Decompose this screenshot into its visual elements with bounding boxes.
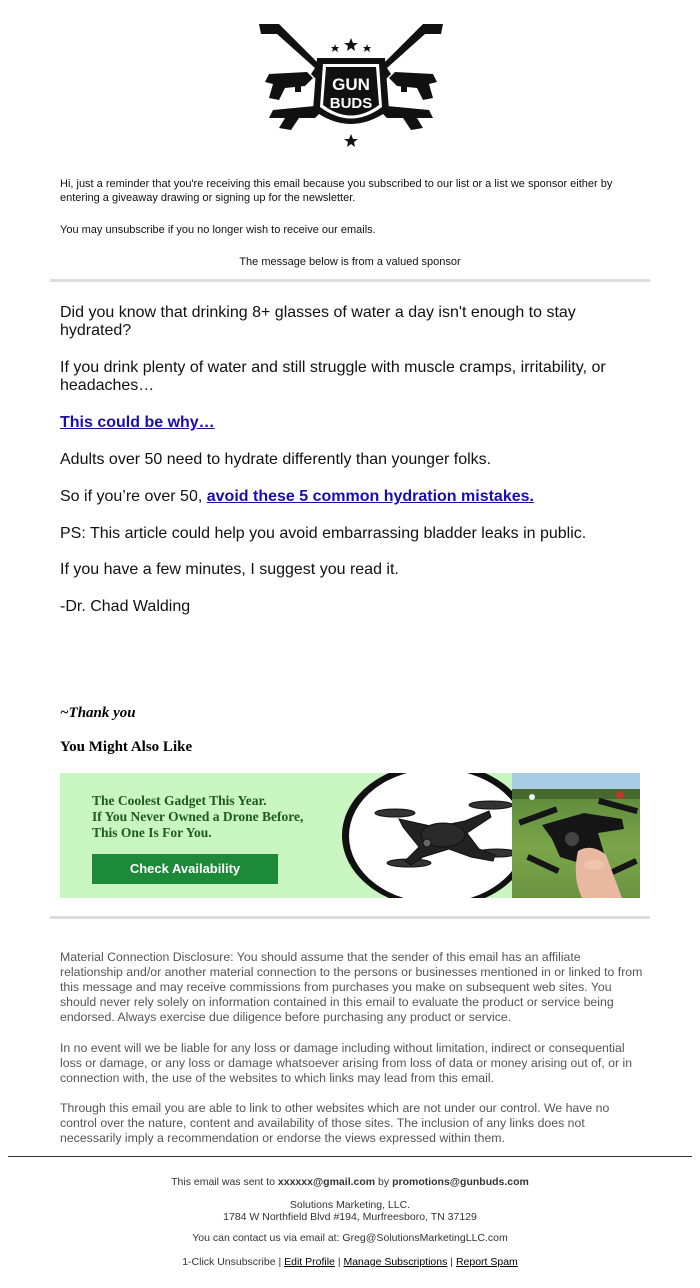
- drone-ad-banner[interactable]: [60, 773, 640, 898]
- manage-subscriptions-link[interactable]: Manage Subscriptions: [343, 1256, 448, 1268]
- company-name: Solutions Marketing, LLC.: [289, 1199, 411, 1211]
- message-p3: Adults over 50 need to hydrate differently than younger folks.: [60, 451, 492, 468]
- logo-text-line2: BUDS: [329, 95, 373, 112]
- edit-profile-link[interactable]: Edit Profile: [284, 1256, 335, 1268]
- check-availability-button[interactable]: Check Availability: [92, 854, 278, 884]
- disclosure-p3: Through this email you are able to link to other websites which are not under our control. We have no control over the nature, content and availability of those sites. The inclusion of any links does not necessarily imply a recommendation or endorse the views expressed within them.: [60, 1101, 610, 1145]
- divider-middle: [50, 916, 650, 919]
- banner-headline-line1: The Coolest Gadget This Year.: [92, 793, 267, 808]
- report-spam-link[interactable]: Report Spam: [455, 1256, 518, 1268]
- drone-photo: [512, 773, 640, 898]
- banner-headline-line3: This One Is For You.: [92, 825, 212, 840]
- sent-prefix: This email was sent to: [171, 1176, 278, 1188]
- also-like-heading: You Might Also Like: [60, 739, 193, 755]
- message-p4-prefix: So if you’re over 50,: [60, 488, 207, 505]
- footer-divider: [8, 1156, 692, 1157]
- thank-you: ~Thank you: [60, 705, 136, 721]
- sender-email: promotions@gunbuds.com: [392, 1176, 529, 1188]
- drone-circle: [349, 773, 525, 898]
- unsubscribe-note: You may unsubscribe if you no longer wish to receive our emails.: [60, 224, 376, 236]
- banner-headline-line2: If You Never Owned a Drone Before,: [92, 809, 304, 824]
- hydration-mistakes-link[interactable]: avoid these 5 common hydration mistakes.: [206, 488, 534, 505]
- sponsor-note: The message below is from a valued sponsor: [239, 256, 461, 268]
- footer-sep: |: [334, 1256, 344, 1268]
- logo-text-line1: GUN: [332, 75, 370, 94]
- one-click-unsubscribe[interactable]: 1-Click Unsubscribe: [182, 1256, 276, 1268]
- disclosure-p2: In no event will we be liable for any loss or damage including without limitation, indirect or consequential loss or damage, or any loss or damage whatsoever arising from loss of data or money arising out of, or in connection with, the use of the websites to which links may lead from this email.: [60, 1041, 633, 1085]
- reminder-text: Hi, just a reminder that you're receiving this email because you subscribed to our list or a list we sponsor either by entering a giveaway drawing or signing up for the newsletter.: [60, 178, 613, 204]
- hand-holding-drone-icon: [512, 773, 640, 898]
- message-p1: Did you know that drinking 8+ glasses of water a day isn't enough to stay hydrated?: [60, 304, 576, 339]
- crossed-guns-icon: [255, 18, 447, 150]
- sent-to-line: [0, 1176, 700, 1189]
- company-address: 1784 W Northfield Blvd #194, Murfreesboro, TN 37129: [223, 1211, 477, 1223]
- message-link-paragraph: [60, 414, 640, 432]
- message-p6: If you have a few minutes, I suggest you read it.: [60, 561, 399, 578]
- this-could-be-why-link[interactable]: This could be why…: [60, 414, 215, 431]
- contact-line: You can contact us via email at: Greg@SolutionsMarketingLLC.com: [192, 1232, 508, 1244]
- footer-sep: |: [447, 1256, 456, 1268]
- message-p2: If you drink plenty of water and still struggle with muscle cramps, irritability, or headaches…: [60, 359, 606, 394]
- by-text: by: [375, 1176, 393, 1188]
- recipient-email: xxxxxx@gmail.com: [277, 1176, 376, 1188]
- banner-headline: [92, 793, 303, 841]
- divider-top: [50, 279, 650, 282]
- disclosure-p1: Material Connection Disclosure: You should assume that the sender of this email has an affiliate relationship and/or another material connection to the persons or businesses mentioned in or linked to from this message and may receive commissions from purchases you make on subsequent web sites. You should never rely solely on information contained in this email to evaluate the product or service being endorsed. Always exercise due diligence before purchasing any product or service.: [60, 950, 643, 1024]
- footer-links: [0, 1256, 700, 1269]
- drone-icon: [349, 773, 525, 898]
- message-p4: [60, 488, 640, 506]
- brand-logo[interactable]: [255, 18, 447, 150]
- signature: -Dr. Chad Walding: [60, 598, 191, 615]
- message-p5: PS: This article could help you avoid embarrassing bladder leaks in public.: [60, 525, 587, 542]
- footer-sep: |: [275, 1256, 285, 1268]
